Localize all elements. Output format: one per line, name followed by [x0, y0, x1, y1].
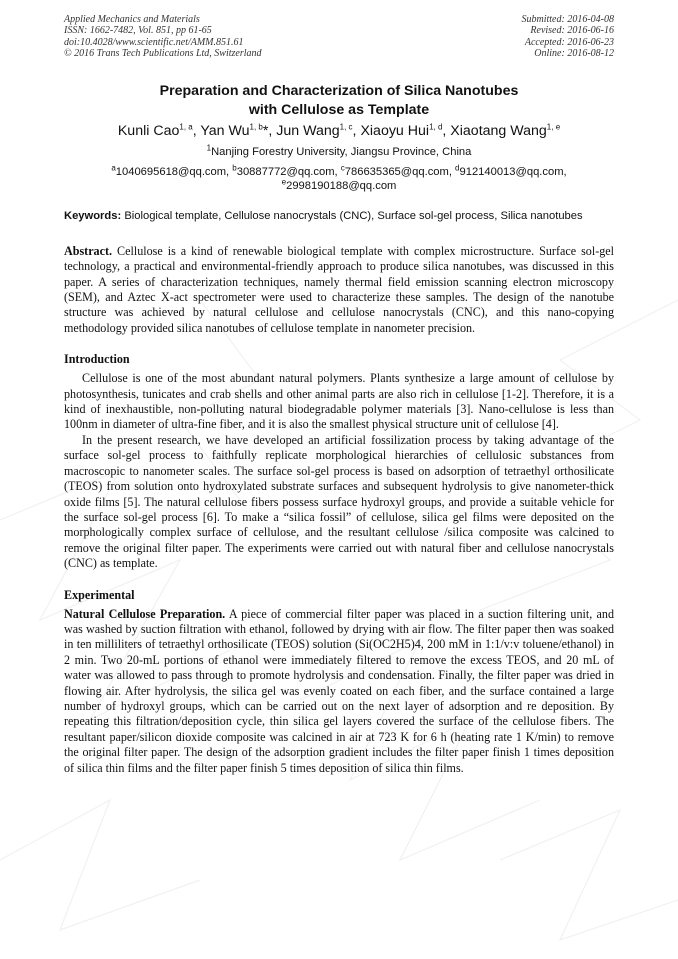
keywords-text: Biological template, Cellulose nanocrystals (CNC), Surface sol-gel process, Silica nanotubes — [124, 209, 583, 222]
author-emails: $^a$1040695618@qq.com, $^b$30887772@qq.com, $^c$786635365@qq.com, $^d$912140013@qq.com, $^e$2998190188@qq.com — [111, 163, 567, 193]
date-submitted: Submitted: 2016-04-08 — [521, 14, 614, 25]
section-heading-introduction: Introduction — [64, 352, 130, 367]
paper-title — [64, 82, 614, 119]
keywords — [64, 209, 614, 223]
title-line-2: with Cellulose as Template — [248, 101, 430, 118]
journal-header — [64, 14, 614, 64]
journal-issn: ISSN: 1662-7482, Vol. 851, pp 61-65 — [64, 25, 212, 37]
page-content — [64, 14, 614, 776]
abstract-text: Cellulose is a kind of renewable biological template with complex microstructure. Surface sol-gel technology, a practical and environmental-friendly approach to produce silica nanotubes, was discussed in this paper. A series of characterization techniques, namely thermal field emission scanning electron microscopy (SEM), and Aztec X-act spectrometer were used to characterize these samples. The design of the nanotube structure was achieved by natural cellulose and cellulose nanocrystals (CNC), and this nano-copying methodology provided silica nanotubes of cellulose template in nanometer precision. — [64, 243, 614, 335]
title-line-1: Preparation and Characterization of Silica Nanotubes — [159, 83, 519, 99]
author-list — [64, 122, 614, 141]
abstract — [64, 244, 614, 336]
journal-info — [64, 14, 262, 60]
keywords-label: Keywords: — [64, 209, 122, 222]
date-accepted: Accepted: 2016-06-23 — [524, 36, 614, 48]
experimental-text: A piece of commercial filter paper was placed in a suction filtering unit, and was washed by suction filtration with ethanol, followed by drying with air flow. The filter paper then was soaked in ten milliliters of tetraethyl orthosilicate (TEOS) solution (Si(OC2H5)4, 200 mM in 1:1/v:v toluene/ethanol) in 2 min. Two 20-mL portions of ethanol were immediately filtered to remove the excess TEOS, and 20 mL of water was allowed to pass through to promote hydrolysis and condensation. Finally, the filter paper was dried in flowing air. After hydrolysis, the silica gel was evenly coated on each fiber, and the surface contained a large number of hydroxyl groups, which can be carried out on the next layer of adsorption and re deposition. By repeating this filtration/deposition cycle, thin silica gel layers covered the surface of the cellulose fibers. The resultant paper/silicon dioxide composite was calcined in air at 723 K for 6 h (heating rate 1 K/min) to remove the original filter paper. The design of the adsorption gradient includes the filter paper finish 1 times deposition of silica thin films and the filter paper finish 5 times deposition of silica thin films. — [64, 606, 614, 775]
section-heading-experimental: Experimental — [64, 587, 135, 602]
author: Kunli Cao$^{1, a}$, — [117, 122, 201, 139]
author: Xiaoyu Hui$^{1, d}$, — [360, 122, 451, 139]
submission-dates — [522, 14, 615, 60]
date-online: Online: 2016-08-12 — [534, 48, 614, 60]
experimental-run-head: Natural Cellulose Preparation. — [64, 606, 226, 621]
journal-copyright: © 2016 Trans Tech Publications Ltd, Switzerland — [64, 48, 262, 60]
author: Jun Wang$^{1, c}$, — [276, 122, 361, 139]
author: Xiaotang Wang$^{1, e}$ — [450, 122, 561, 139]
introduction-paragraph-1: Cellulose is one of the most abundant natural polymers. Plants synthesize a large amount of cellulose by photosynthesis, tunicates and crab shells and other animal parts are also rich in cellulose [1-2]. Therefore, it is a kind of inexhaustible, non-polluting natural biodegradable polymer materials [3]. Nano-cellulose is less than 100nm in diameter of ultra-fine fiber, and it is also the smallest physical structure unit of cellulose [4]. — [64, 371, 614, 432]
abstract-label: Abstract. — [64, 243, 113, 258]
journal-name: Applied Mechanics and Materials — [64, 14, 200, 25]
author: Yan Wu$^{1, b}$*, — [200, 122, 277, 139]
date-revised: Revised: 2016-06-16 — [530, 25, 614, 37]
journal-doi: doi:10.4028/www.scientific.net/AMM.851.61 — [64, 36, 244, 48]
introduction-paragraph-2: In the present research, we have developed an artificial fossilization process by taking advantage of the surface sol-gel process to faithfully replicate morphological hierarchies of cellulosic substances from macroscopic to nanometer scales. The surface sol-gel process is based on adsorption of tetraethyl orthosilicate (TEOS) from solution onto hydroxylated substrate surfaces and subsequent hydrolysis to give nanometer-thick oxide films [5]. The natural cellulose fibers possess surface hydroxyl groups, and provide a suitable vehicle for the surface sol-gel process [6]. To make a “silica fossil” of cellulose, silica gel films were deposited on the morphologically complex surface of cellulose, and the resultant cellulose /silica composite was calcined to remove the original filter paper. The experiments were carried out with natural fiber and cellulose nanocrystals (CNC) as template. — [64, 432, 614, 571]
affiliation: $^1$Nanjing Forestry University, Jiangsu Province, China — [206, 143, 472, 158]
experimental-paragraph — [64, 607, 614, 776]
